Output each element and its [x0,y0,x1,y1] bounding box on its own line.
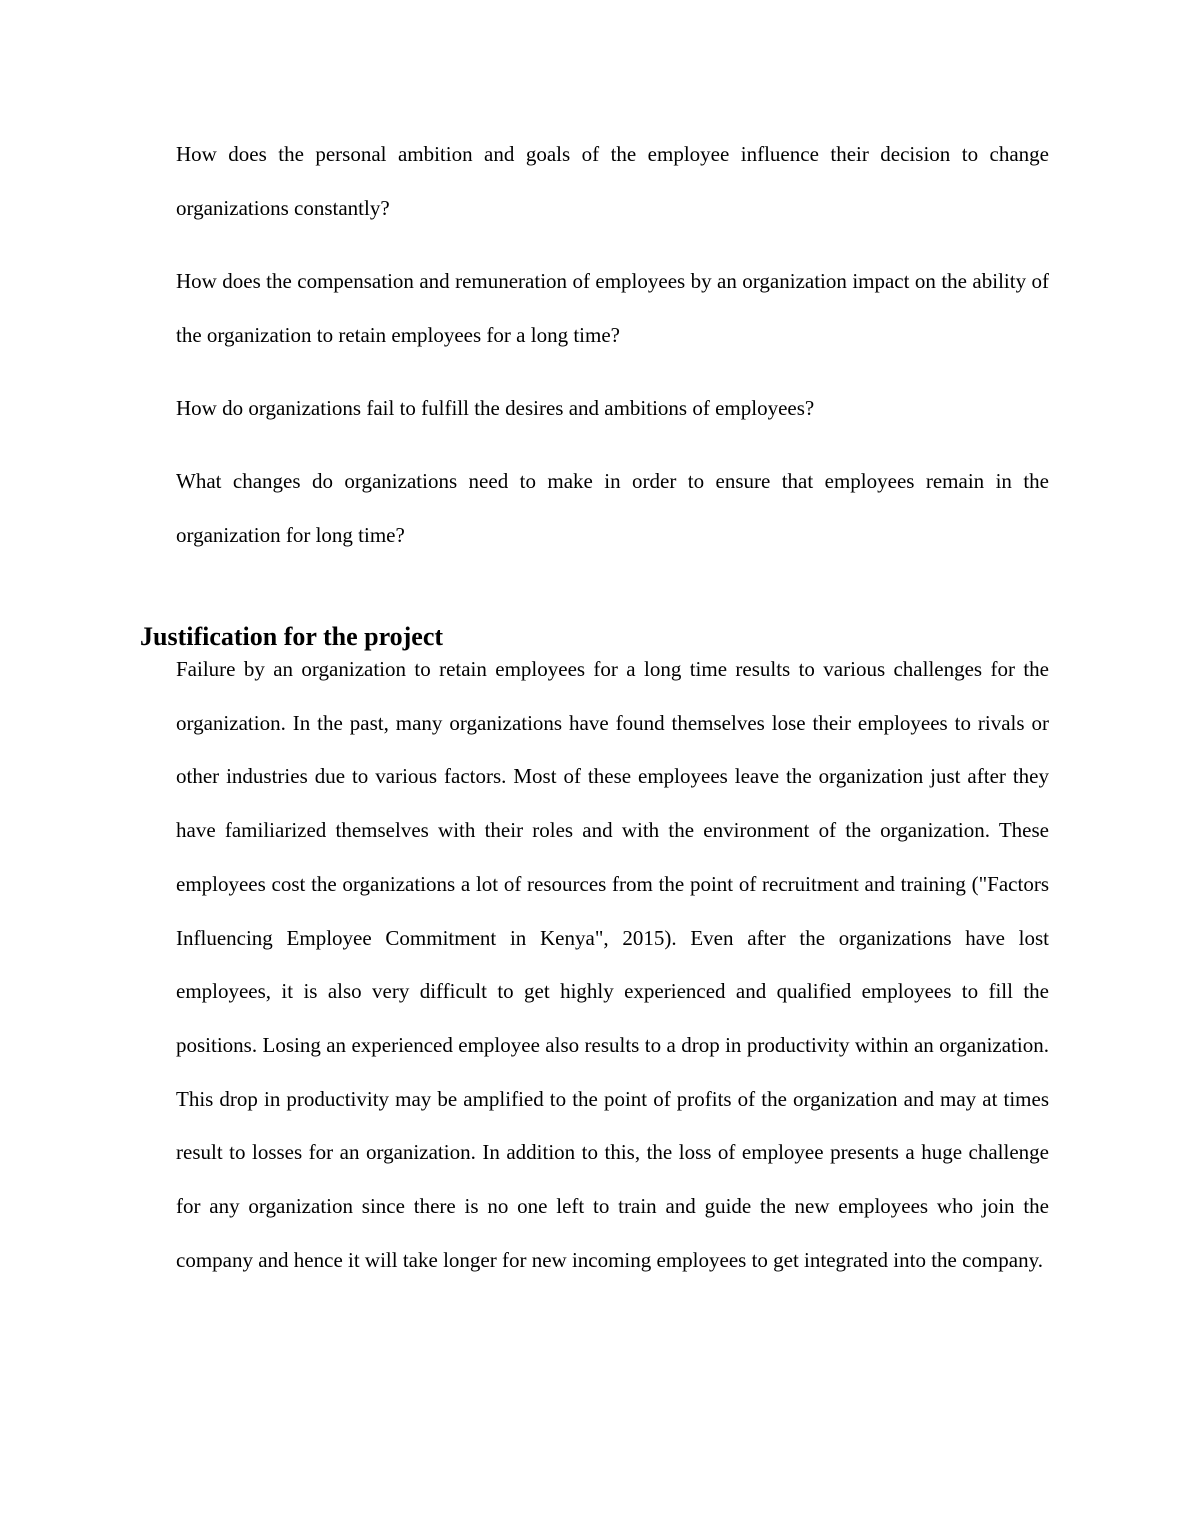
research-question-3: How do organizations fail to fulfill the desires and ambitions of employees? [176,396,815,420]
section-heading: Justification for the project [140,622,444,651]
research-question-1: How does the personal ambition and goals of the employee influence their decision to change organizations constantly? [176,142,1049,220]
research-question-4: What changes do organizations need to make in order to ensure that employees remain in the organization for long time? [176,469,1049,547]
section-body-paragraph: Failure by an organization to retain employees for a long time results to various challenges for the organization. In the past, many organizations have found themselves lose their employees to rivals or other industries due to various factors. Most of these employees leave the organization just after they have familiarized themselves with their roles and with the environment of the organization. These employees cost the organizations a lot of resources from the point of recruitment and training ("Factors Influencing Employee Commitment in Kenya", 2015). Even after the organizations have lost employees, it is also very difficult to get highly experienced and qualified employees to fill the positions. Losing an experienced employee also results to a drop in productivity within an organization. This drop in productivity may be amplified to the point of profits of the organization and may at times result to losses for an organization. In addition to this, the loss of employee presents a huge challenge for any organization since there is no one left to train and guide the new employees who join the company and hence it will take longer for new incoming employees to get integrated into the company. [176,657,1049,1272]
research-question-2: How does the compensation and remuneration of employees by an organization impact on the ability of the organization to retain employees for a long time? [176,269,1049,347]
